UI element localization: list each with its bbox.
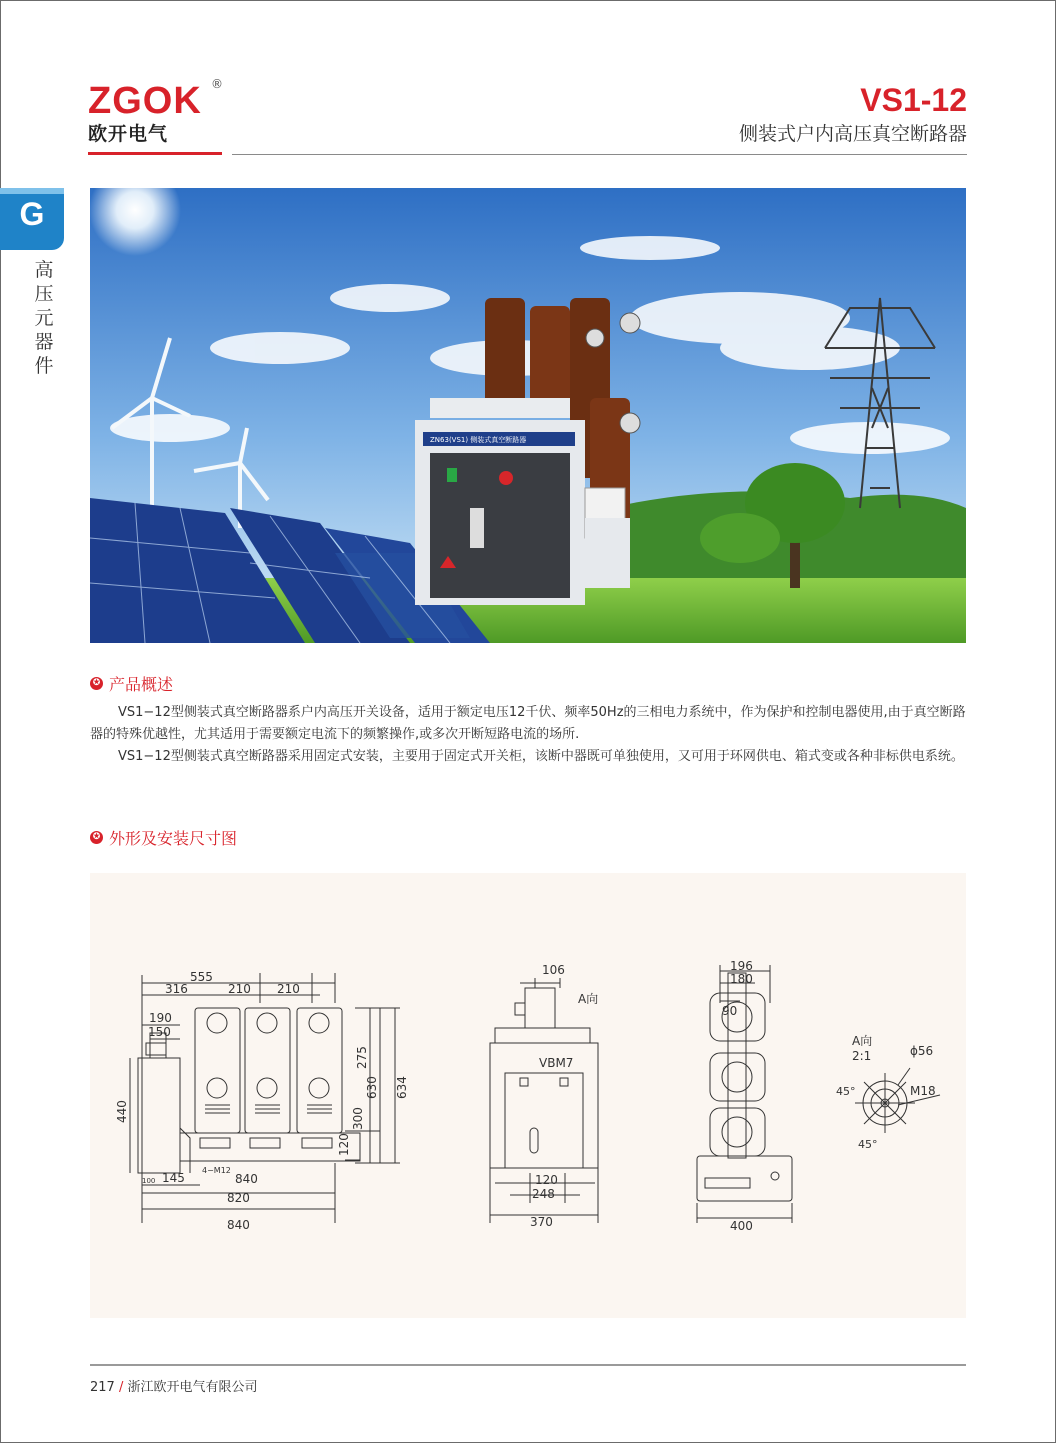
dim-248: 248 <box>532 1187 555 1201</box>
dim-820: 820 <box>227 1191 250 1205</box>
product-subtitle: 侧装式户内高压真空断路器 <box>738 123 967 145</box>
company-name: 浙江欧开电气有限公司 <box>127 1380 258 1395</box>
dim-196: 196 <box>730 959 753 973</box>
breaker-panel-title: ZN63(VS1) 侧装式真空断路器 <box>430 436 527 444</box>
product-photo <box>90 188 966 643</box>
star-bullet-icon: ✪ <box>90 831 103 844</box>
overview-heading-text: 产品概述 <box>109 675 174 694</box>
side-brand-label: VBM7 <box>539 1056 574 1070</box>
dim-120: 120 <box>535 1173 558 1187</box>
star-bullet-icon: ✪ <box>90 677 103 690</box>
dim-440: 440 <box>115 1100 129 1123</box>
category-char: 高 <box>34 259 54 281</box>
overview-paragraph-2: VS1−12型侧装式真空断路器采用固定式安装，主要用于固定式开关柜，该断中器既可单独使用，又可用于环网供电、箱式变或各种非标供电系统。 <box>118 749 964 764</box>
dim-370: 370 <box>530 1215 553 1229</box>
detail-view-label: A向 <box>852 1034 873 1048</box>
bolt-spec: 4−M12 <box>202 1166 231 1175</box>
category-char: 件 <box>34 355 54 377</box>
footer-divider <box>90 1364 966 1366</box>
overview-paragraph-1: VS1−12型侧装式真空断路器系户内高压开关设备，适用于额定电压12千伏、频率50Hz的三相电力系统中，作为保护和控制电器使用,由于真空断路器的特殊优越性，尤其适用于需要额定电流下的频繁操作,或多次开断短路电流的场所. <box>90 705 966 742</box>
dim-840: 840 <box>235 1172 258 1186</box>
dim-210: 210 <box>228 982 251 996</box>
dim-275: 275 <box>355 1046 369 1069</box>
dimensions-heading <box>90 826 237 849</box>
dim-210: 210 <box>277 982 300 996</box>
detail-thread: M18 <box>910 1084 936 1098</box>
category-label <box>32 258 56 378</box>
registered-mark: ® <box>211 77 223 91</box>
dim-300: 300 <box>351 1107 365 1130</box>
footer-separator: / <box>118 1380 124 1395</box>
category-char: 器 <box>34 331 54 353</box>
overview-heading <box>90 672 173 695</box>
dim-840: 840 <box>227 1218 250 1232</box>
brand-logo: ZGOK <box>88 80 202 122</box>
header-divider <box>232 154 967 155</box>
dimension-drawing <box>90 873 966 1318</box>
dim-190: 190 <box>149 1011 172 1025</box>
detail-angle: 45° <box>836 1085 856 1098</box>
logo-underline <box>88 152 222 155</box>
dim-120: 120 <box>337 1133 351 1156</box>
dim-150: 150 <box>148 1025 171 1039</box>
dim-180: 180 <box>730 972 753 986</box>
product-model: VS1-12 <box>860 82 967 118</box>
dim-90: 90 <box>722 1004 738 1018</box>
detail-scale: 2:1 <box>852 1049 872 1063</box>
product-photo-illustration <box>90 188 966 643</box>
dim-634: 634 <box>395 1076 409 1099</box>
detail-diameter: ϕ56 <box>910 1044 934 1058</box>
category-char: 元 <box>34 307 54 329</box>
category-char: 压 <box>34 283 54 305</box>
dim-630: 630 <box>365 1076 379 1099</box>
category-letter: G <box>19 196 45 232</box>
dim-145: 145 <box>162 1171 185 1185</box>
dim-400: 400 <box>730 1219 753 1233</box>
dimensions-heading-text: 外形及安装尺寸图 <box>109 829 238 848</box>
dim-100: 100 <box>142 1177 156 1185</box>
detail-angle: 45° <box>858 1138 878 1151</box>
dim-555: 555 <box>190 970 213 984</box>
brand-name-cn: 欧开电气 <box>88 123 169 145</box>
footer <box>90 1376 258 1395</box>
page-number: 217 <box>90 1380 115 1395</box>
dim-316: 316 <box>165 982 188 996</box>
dim-106: 106 <box>542 963 565 977</box>
view-a-label: A向 <box>578 992 599 1006</box>
category-tab-accent <box>0 188 64 194</box>
